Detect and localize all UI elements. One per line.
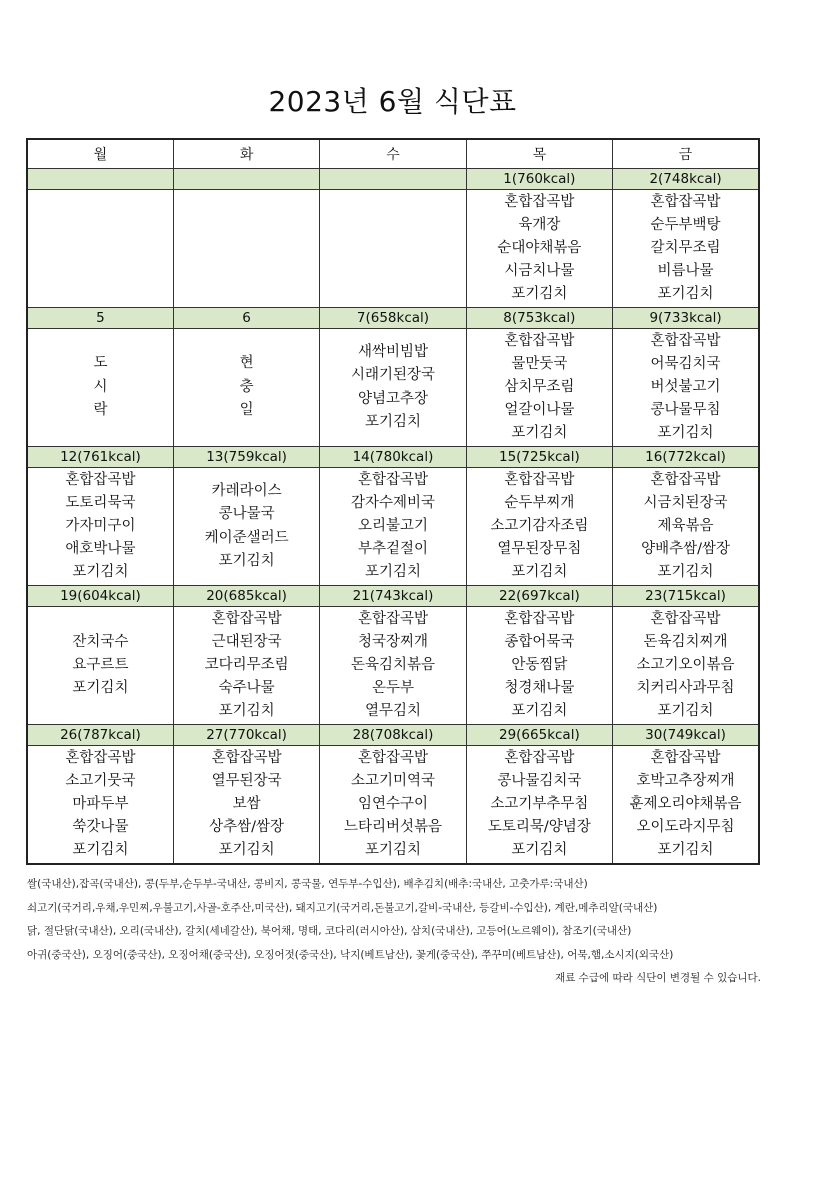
- menu-item: 갈치무조림: [650, 239, 721, 256]
- menu-item: 도토리묵국: [65, 494, 136, 511]
- menu-item: 혼합잡곡밥: [650, 610, 721, 627]
- menu-item: 도토리묵/양념장: [487, 819, 591, 836]
- menu-item: 임연수구이: [357, 795, 428, 812]
- date-cell: 1(760kcal): [466, 169, 612, 190]
- menu-item: 시: [93, 378, 108, 395]
- meal-cell: [613, 190, 759, 308]
- menu-item: 콩나물김치국: [497, 772, 582, 789]
- menu-item: 일: [239, 402, 254, 419]
- change-notice: 재료 수급에 따라 식단이 변경될 수 있습니다.: [555, 972, 761, 984]
- date-cell: 28(708kcal): [320, 725, 466, 746]
- date-cell: 20(685kcal): [173, 586, 319, 607]
- menu-item: 순두부백탕: [650, 216, 721, 233]
- date-cell: 13(759kcal): [173, 447, 319, 468]
- menu-item: 포기김치: [72, 842, 129, 859]
- menu-item: 종합어묵국: [504, 633, 575, 650]
- menu-item: 삼치무조림: [504, 378, 575, 395]
- menu-item: 청국장찌개: [357, 633, 428, 650]
- menu-item: 포기김치: [364, 413, 421, 430]
- menu-item: 포기김치: [72, 680, 129, 697]
- menu-item: 포기김치: [511, 842, 568, 859]
- menu-item: 열무김치: [364, 703, 421, 720]
- menu-item: 소고기미역국: [350, 772, 435, 789]
- meal-cell: [613, 607, 759, 725]
- meal-cell: [27, 468, 173, 586]
- page-title: 2023년 6월 식단표: [268, 85, 517, 118]
- date-cell: 14(780kcal): [320, 447, 466, 468]
- menu-item: 소고기오이볶음: [636, 656, 735, 673]
- menu-item: 포기김치: [511, 564, 568, 581]
- date-cell: [27, 169, 173, 190]
- meal-cell: [613, 468, 759, 586]
- menu-item: 열무된장무침: [497, 541, 582, 558]
- meal-cell: [27, 329, 173, 447]
- origin-note-line: 쌀(국내산),잡곡(국내산), 콩(두부,순두부-국내산, 콩비지, 콩국물, 연두부-수입산), 배추김치(배추:국내산, 고춧가루:국내산): [27, 878, 588, 890]
- menu-item: 얼갈이나물: [504, 402, 575, 419]
- menu-item: 현: [239, 355, 254, 372]
- meal-row: [27, 607, 759, 725]
- date-row: [27, 447, 759, 468]
- menu-item: 혼합잡곡밥: [504, 749, 575, 766]
- date-cell: 22(697kcal): [466, 586, 612, 607]
- date-cell: 5: [27, 308, 173, 329]
- menu-item: 치커리사과무침: [636, 680, 735, 697]
- menu-item: 애호박나물: [65, 541, 136, 558]
- menu-item: 돈육김치볶음: [350, 656, 435, 673]
- meal-cell: [173, 746, 319, 865]
- meal-cell: [173, 329, 319, 447]
- menu-item: 포기김치: [72, 564, 129, 581]
- menu-item: 상추쌈/쌈장: [209, 819, 285, 836]
- weekday-thu: 목: [466, 139, 612, 169]
- menu-item: 포기김치: [511, 286, 568, 303]
- menu-item: 포기김치: [511, 703, 568, 720]
- date-cell: 29(665kcal): [466, 725, 612, 746]
- menu-item: 쑥갓나물: [72, 819, 129, 836]
- date-cell: 8(753kcal): [466, 308, 612, 329]
- menu-item: 순두부찌개: [504, 494, 575, 511]
- date-cell: 15(725kcal): [466, 447, 612, 468]
- meal-cell: [320, 746, 466, 865]
- menu-item: 요구르트: [72, 656, 129, 673]
- origin-note-line: 쇠고기(국거리,우채,우민찌,우불고기,사골-호주산,미국산), 돼지고기(국거리,돈불고기,갈비-국내산, 등갈비-수입산), 계란,메추리알(국내산): [27, 901, 658, 914]
- date-cell: 12(761kcal): [27, 447, 173, 468]
- menu-item: 콩나물무침: [650, 402, 721, 419]
- origin-note-line: 아귀(중국산), 오징어(중국산), 오징어채(중국산), 오징어젓(중국산), 낙지(베트남산), 꽃게(중국산), 쭈꾸미(베트남산), 어묵,햄,소시지(외국산): [27, 948, 674, 961]
- menu-item: 포기김치: [657, 425, 714, 442]
- meal-cell: [466, 468, 612, 586]
- menu-item: 혼합잡곡밥: [357, 610, 428, 627]
- menu-item: 열무된장국: [211, 772, 282, 789]
- menu-item: 혼합잡곡밥: [650, 749, 721, 766]
- menu-item: 포기김치: [364, 564, 421, 581]
- menu-item: 혼합잡곡밥: [357, 749, 428, 766]
- menu-item: 혼합잡곡밥: [650, 332, 721, 349]
- meal-row: [27, 468, 759, 586]
- menu-item: 비름나물: [657, 263, 714, 280]
- menu-item: 시금치된장국: [643, 494, 728, 511]
- weekday-mon: 월: [27, 139, 173, 169]
- menu-item: 잔치국수: [72, 633, 129, 650]
- menu-item: 청경채나물: [504, 680, 575, 697]
- menu-item: 근대된장국: [211, 633, 282, 650]
- date-cell: 6: [173, 308, 319, 329]
- menu-item: 충: [239, 378, 254, 395]
- weekday-tue: 화: [173, 139, 319, 169]
- menu-item: 제육볶음: [657, 517, 714, 534]
- meal-cell: [173, 607, 319, 725]
- date-cell: 30(749kcal): [613, 725, 759, 746]
- menu-item: 포기김치: [657, 564, 714, 581]
- menu-item: 느타리버섯볶음: [343, 819, 442, 836]
- menu-item: 가자미구이: [65, 517, 136, 534]
- meal-cell: [466, 190, 612, 308]
- menu-item: 락: [93, 402, 108, 419]
- menu-item: 순대야채볶음: [497, 239, 582, 256]
- meal-cell: [466, 746, 612, 865]
- menu-item: 포기김치: [218, 552, 275, 569]
- menu-item: 카레라이스: [211, 483, 282, 500]
- menu-item: 오리불고기: [357, 517, 428, 534]
- meal-cell: [466, 607, 612, 725]
- menu-item: 혼합잡곡밥: [65, 471, 136, 488]
- menu-item: 혼합잡곡밥: [650, 193, 721, 210]
- menu-item: 오이도라지무침: [636, 819, 735, 836]
- menu-item: 마파두부: [72, 795, 129, 812]
- menu-item: 혼합잡곡밥: [211, 610, 282, 627]
- date-row: [27, 725, 759, 746]
- menu-item: 혼합잡곡밥: [211, 749, 282, 766]
- menu-item: 육개장: [518, 216, 561, 233]
- date-row: [27, 586, 759, 607]
- menu-item: 안동찜닭: [511, 656, 568, 673]
- menu-item: 부추겉절이: [357, 541, 428, 558]
- date-row: [27, 308, 759, 329]
- date-cell: [173, 169, 319, 190]
- weekday-wed: 수: [320, 139, 466, 169]
- date-cell: 23(715kcal): [613, 586, 759, 607]
- meal-plan-table: [26, 138, 760, 865]
- menu-item: 소고기감자조림: [490, 517, 589, 534]
- menu-item: 숙주나물: [218, 680, 275, 697]
- meal-cell: [466, 329, 612, 447]
- menu-item: 포기김치: [218, 703, 275, 720]
- meal-cell: [613, 329, 759, 447]
- menu-item: 포기김치: [657, 703, 714, 720]
- menu-item: 소고기부추무침: [490, 795, 589, 812]
- date-cell: [320, 169, 466, 190]
- meal-row: [27, 746, 759, 865]
- date-cell: 21(743kcal): [320, 586, 466, 607]
- origin-notes: [27, 876, 767, 994]
- menu-item: 혼합잡곡밥: [65, 749, 136, 766]
- menu-item: 감자수제비국: [350, 494, 435, 511]
- meal-cell: [320, 190, 466, 308]
- date-cell: 16(772kcal): [613, 447, 759, 468]
- menu-item: 혼합잡곡밥: [504, 471, 575, 488]
- menu-item: 훈제오리야채볶음: [629, 795, 742, 812]
- meal-cell: [173, 190, 319, 308]
- meal-cell: [320, 607, 466, 725]
- meal-row: [27, 329, 759, 447]
- meal-cell: [27, 607, 173, 725]
- menu-item: 혼합잡곡밥: [504, 610, 575, 627]
- menu-item: 혼합잡곡밥: [650, 471, 721, 488]
- meal-cell: [613, 746, 759, 865]
- menu-item: 새싹비빔밥: [357, 344, 428, 361]
- menu-item: 온두부: [371, 680, 414, 697]
- menu-item: 코다리무조림: [204, 656, 289, 673]
- menu-item: 돈육김치찌개: [643, 633, 728, 650]
- meal-cell: [320, 329, 466, 447]
- weekday-header-row: [27, 139, 759, 169]
- menu-item: 양념고추장: [357, 390, 428, 407]
- menu-item: 시래기된장국: [350, 367, 435, 384]
- menu-item: 어묵김치국: [650, 355, 721, 372]
- menu-item: 포기김치: [657, 286, 714, 303]
- menu-item: 시금치나물: [504, 263, 575, 280]
- menu-item: 호박고추장찌개: [636, 772, 735, 789]
- meal-cell: [27, 190, 173, 308]
- date-row: [27, 169, 759, 190]
- date-cell: 27(770kcal): [173, 725, 319, 746]
- menu-item: 버섯불고기: [650, 378, 721, 395]
- menu-item: 보쌈: [232, 795, 261, 812]
- meal-plan-body: [27, 169, 759, 865]
- menu-item: 케이준샐러드: [204, 529, 289, 546]
- weekday-fri: 금: [613, 139, 759, 169]
- meal-cell: [320, 468, 466, 586]
- menu-item: 혼합잡곡밥: [504, 332, 575, 349]
- meal-cell: [173, 468, 319, 586]
- date-cell: 19(604kcal): [27, 586, 173, 607]
- menu-item: 혼합잡곡밥: [504, 193, 575, 210]
- meal-cell: [27, 746, 173, 865]
- date-cell: 2(748kcal): [613, 169, 759, 190]
- menu-item: 물만둣국: [511, 355, 568, 372]
- date-cell: 26(787kcal): [27, 725, 173, 746]
- menu-item: 포기김치: [511, 425, 568, 442]
- menu-item: 포기김치: [218, 842, 275, 859]
- menu-item: 혼합잡곡밥: [357, 471, 428, 488]
- meal-row: [27, 190, 759, 308]
- menu-item: 도: [93, 355, 108, 372]
- menu-item: 포기김치: [657, 842, 714, 859]
- menu-item: 소고기뭇국: [65, 772, 136, 789]
- origin-note-line: 닭, 절단닭(국내산), 오리(국내산), 갈치(세네갈산), 북어채, 명태, 코다리(러시아산), 삼치(국내산), 고등어(노르웨이), 참조기(국내산): [27, 925, 632, 937]
- menu-item: 양배추쌈/쌈장: [641, 541, 730, 558]
- date-cell: 7(658kcal): [320, 308, 466, 329]
- date-cell: 9(733kcal): [613, 308, 759, 329]
- menu-item: 콩나물국: [218, 506, 275, 523]
- menu-item: 포기김치: [364, 842, 421, 859]
